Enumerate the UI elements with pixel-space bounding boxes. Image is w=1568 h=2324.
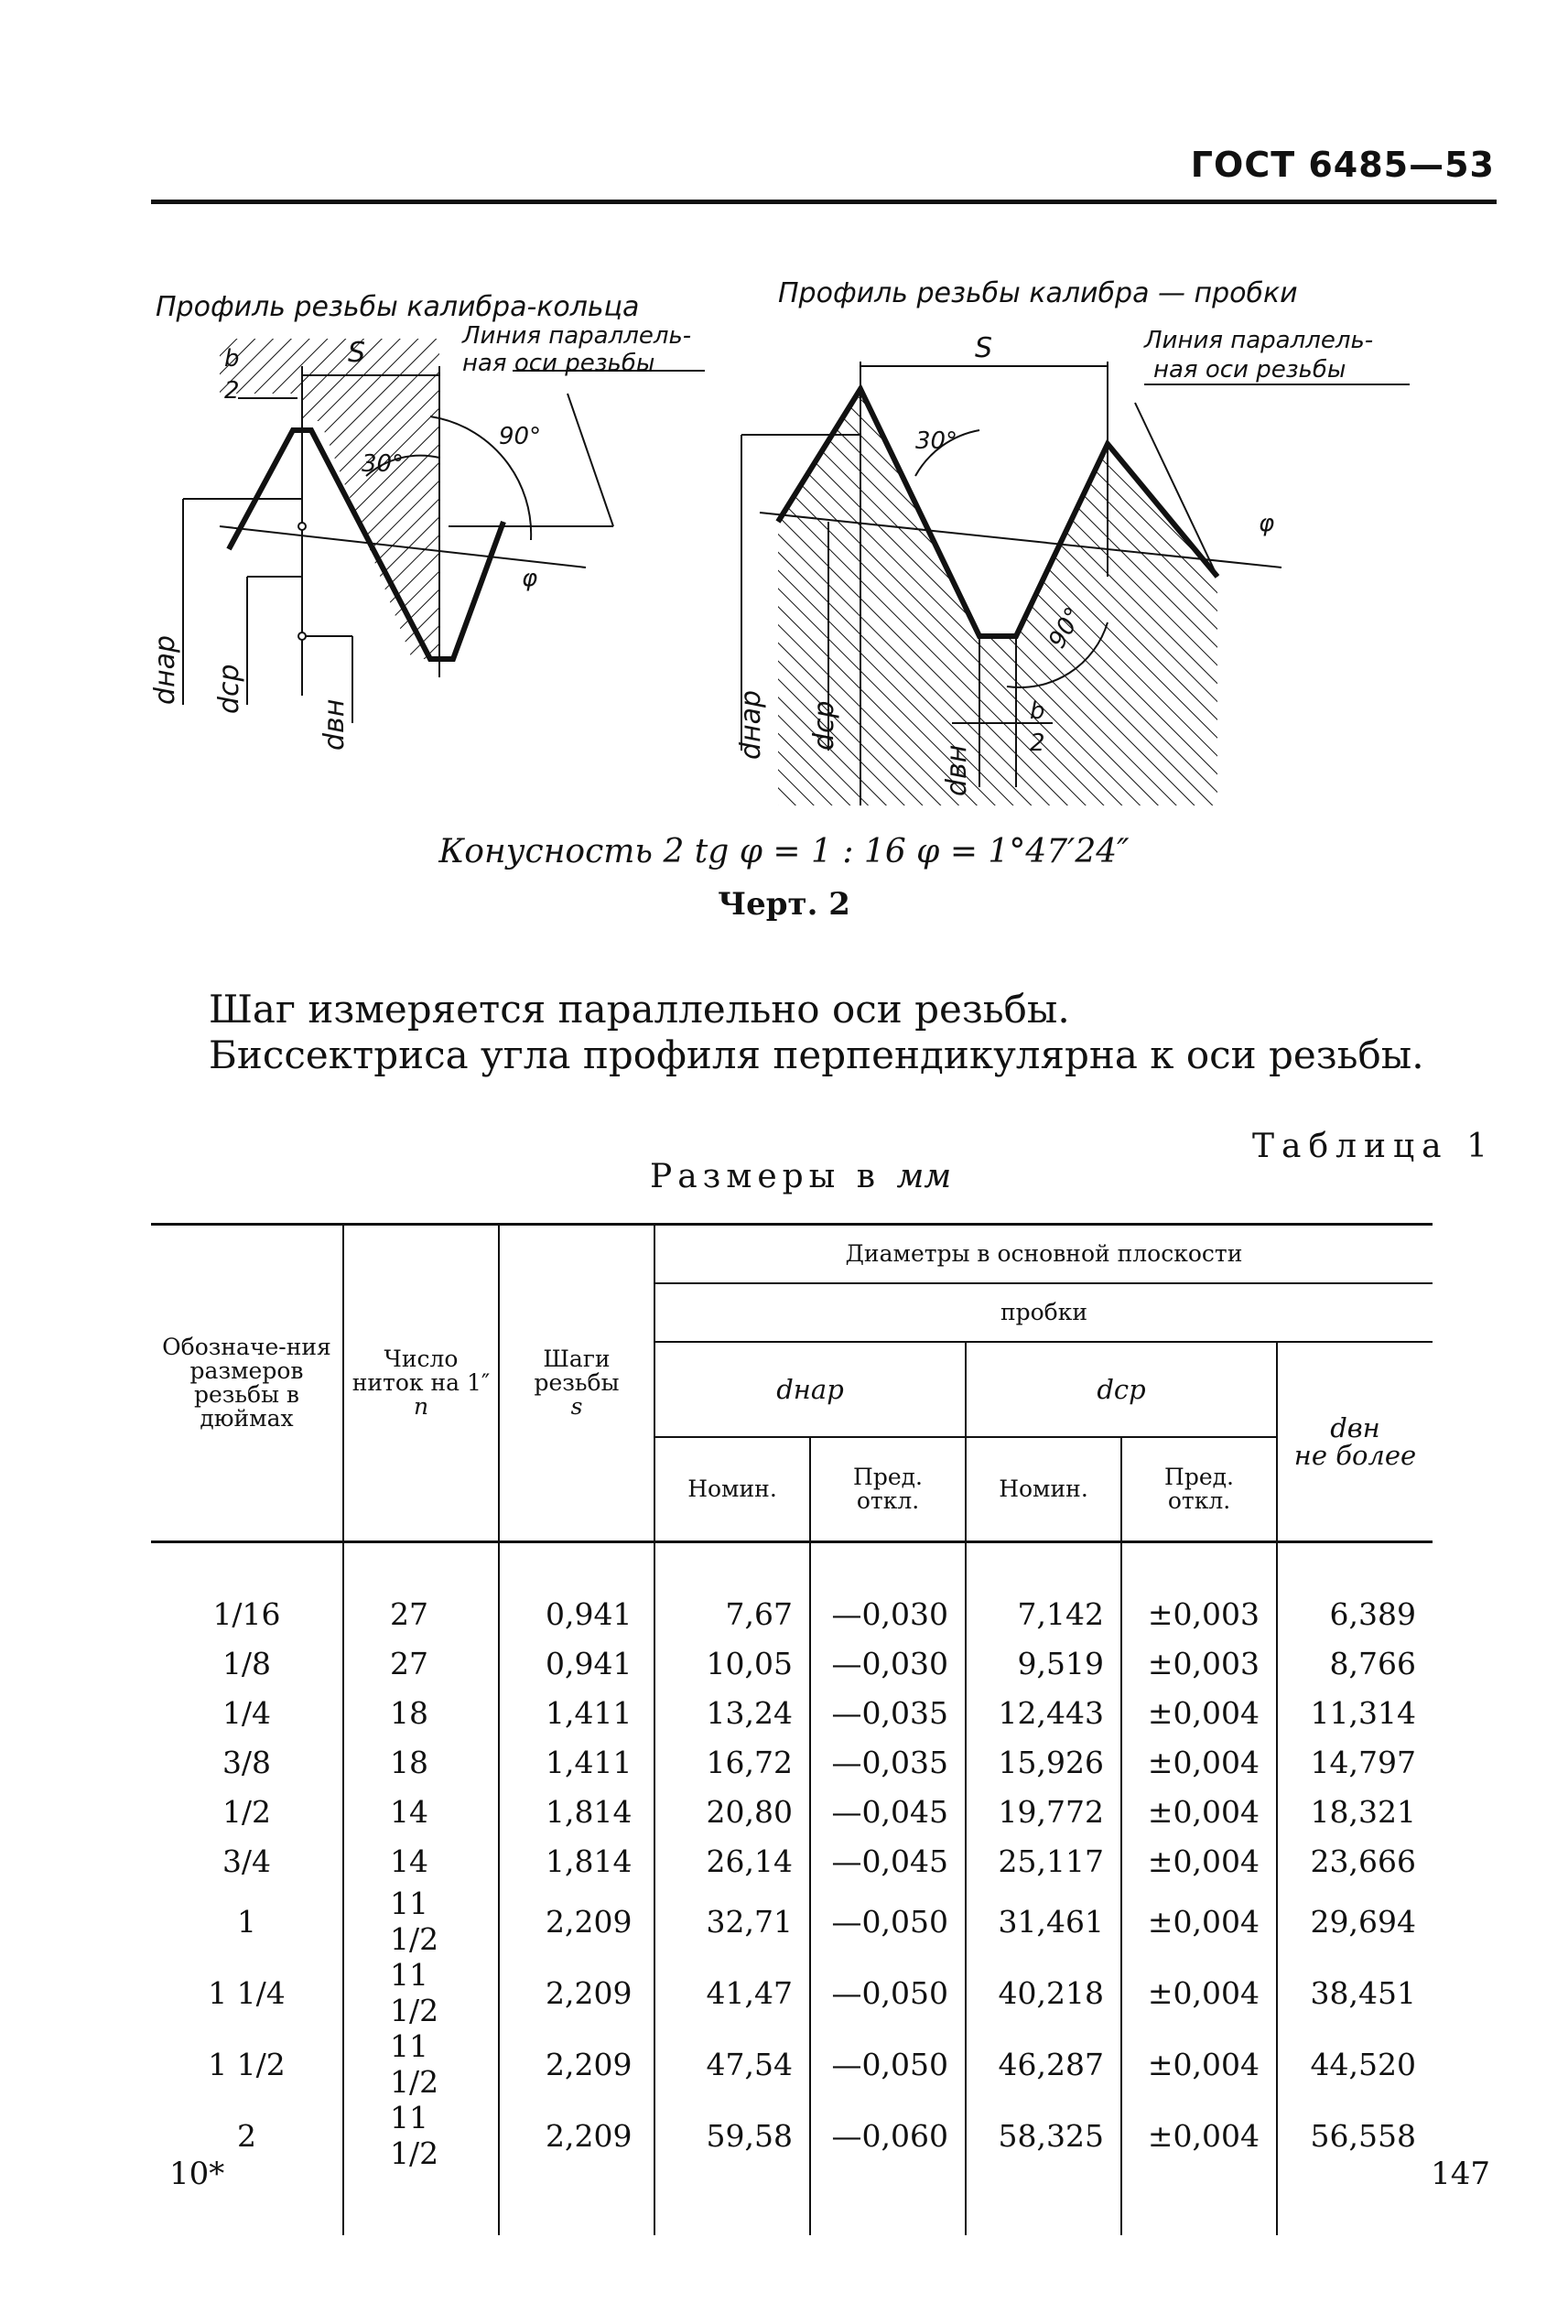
table-cell: 15,926	[966, 1737, 1121, 1787]
plug-axis-label-2: ная оси резьбы	[1153, 356, 1346, 384]
table-cell: —0,030	[810, 1589, 966, 1638]
header-threads: Число ниток на 1″ n	[343, 1225, 499, 1542]
table-cell: 47,54	[654, 2028, 810, 2100]
table-cell: —0,045	[810, 1836, 966, 1886]
plug-axis-label-1: Линия параллель-	[1144, 327, 1374, 354]
table-cell: 1,814	[499, 1787, 654, 1836]
footer-signature-mark: 10*	[169, 2156, 225, 2192]
table-cell: ±0,004	[1121, 1737, 1277, 1787]
header-plugs: пробки	[654, 1283, 1433, 1342]
table-cell: 13,24	[654, 1688, 810, 1737]
table-cell: —0,050	[810, 1886, 966, 1957]
table-body	[151, 1542, 1433, 2236]
header-d-nar: dнар	[654, 1342, 966, 1437]
table-cell: 9,519	[966, 1638, 1121, 1688]
table-cell: 40,218	[966, 1957, 1121, 2028]
table-cell: —0,050	[810, 2028, 966, 2100]
thread-profile-svg	[137, 275, 1446, 824]
paragraph-pitch: Шаг измеряется параллельно оси резьбы.	[209, 987, 1070, 1032]
table-cell: 20,80	[654, 1787, 810, 1836]
plug-angle-30: 30°	[915, 427, 958, 455]
table-cell: 32,71	[654, 1886, 810, 1957]
table-cell: 8,766	[1277, 1638, 1433, 1688]
table-cell: 56,558	[1277, 2100, 1433, 2171]
units-unit: мм	[896, 1158, 952, 1195]
table-row	[151, 1836, 1433, 1886]
table-cell: 1,411	[499, 1688, 654, 1737]
table-units	[650, 1158, 951, 1195]
table-cell: 1	[237, 1903, 256, 1940]
header-nominal: Номин.	[966, 1437, 1121, 1542]
ring-d-sr: dср	[213, 664, 245, 714]
header-d-sr: dср	[966, 1342, 1277, 1437]
plug-d-vn: dвн	[941, 744, 973, 796]
table-cell: ±0,004	[1121, 2028, 1277, 2100]
table-cell: 0,941	[499, 1638, 654, 1688]
table-row	[151, 2100, 1433, 2171]
table-cell: 14	[343, 1787, 499, 1836]
table-row	[151, 2028, 1433, 2100]
thread-profile-drawing	[137, 275, 1446, 824]
table-cell: 27	[343, 1589, 499, 1638]
ring-d-vn: dвн	[319, 698, 351, 751]
table-cell: 1/2	[222, 1793, 272, 1830]
ring-half-b-num: b	[224, 345, 240, 373]
table-cell: —0,050	[810, 1957, 966, 2028]
table-cell: ±0,004	[1121, 1886, 1277, 1957]
header-diameters: Диаметры в основной плоскости	[654, 1225, 1433, 1284]
table-cell: 25,117	[966, 1836, 1121, 1886]
table-row	[151, 1737, 1433, 1787]
header-nominal: Номин.	[654, 1437, 810, 1542]
plug-pitch-label: S	[975, 332, 993, 364]
table-title: Таблица 1	[1252, 1128, 1495, 1165]
table-cell: 6,389	[1277, 1589, 1433, 1638]
ring-angle-90: 90°	[499, 423, 542, 450]
table-row	[151, 1787, 1433, 1836]
ring-phi: φ	[522, 565, 538, 592]
table-cell: ±0,004	[1121, 2100, 1277, 2171]
table-cell: 1 1/4	[208, 1974, 286, 2011]
units-prefix: Размеры в	[650, 1158, 897, 1195]
table-cell: 23,666	[1277, 1836, 1433, 1886]
table-cell: 7,67	[654, 1589, 810, 1638]
table-cell: —0,045	[810, 1787, 966, 1836]
table-cell: ±0,004	[1121, 1787, 1277, 1836]
ring-axis-label-2: ная оси резьбы	[462, 350, 655, 377]
table-cell: 12,443	[966, 1688, 1121, 1737]
table-cell: 1/4	[222, 1694, 272, 1731]
table-cell: 11 1/2	[343, 2028, 499, 2100]
table-cell: ±0,003	[1121, 1589, 1277, 1638]
figure-label: Черт. 2	[718, 886, 850, 923]
table-cell: ±0,004	[1121, 1688, 1277, 1737]
header-designation: Обозначе-ния размеров резьбы в дюймах	[151, 1225, 343, 1542]
table-cell: 31,461	[966, 1886, 1121, 1957]
table-cell: 0,941	[499, 1589, 654, 1638]
table-cell: —0,035	[810, 1688, 966, 1737]
table-cell: 2,209	[499, 1957, 654, 2028]
ring-gauge-title: Профиль резьбы калибра-кольца	[156, 291, 640, 323]
plug-gauge-title: Профиль резьбы калибра — пробки	[778, 277, 1298, 309]
table-cell: 2,209	[499, 1886, 654, 1957]
paragraph-bisector: Биссектриса угла профиля перпендикулярна к оси резьбы.	[209, 1032, 1424, 1077]
table-cell: 11 1/2	[343, 1886, 499, 1957]
page-number: 147	[1431, 2156, 1490, 2192]
table-cell: 14	[343, 1836, 499, 1886]
table-cell: 59,58	[654, 2100, 810, 2171]
table-cell: 1,814	[499, 1836, 654, 1886]
table-cell: 38,451	[1277, 1957, 1433, 2028]
plug-d-sr: dср	[808, 700, 840, 751]
table-cell: 41,47	[654, 1957, 810, 2028]
table-cell: 1 1/2	[208, 2046, 286, 2082]
ring-gauge-profile	[149, 291, 705, 751]
table-cell: 1,411	[499, 1737, 654, 1787]
table-row	[151, 1589, 1433, 1638]
plug-d-nar: dнар	[735, 689, 767, 760]
table-cell: 1/16	[212, 1595, 281, 1632]
dimensions-table	[151, 1223, 1433, 2235]
table-row	[151, 1886, 1433, 1957]
ring-d-nar: dнар	[149, 634, 181, 705]
table-cell: —0,060	[810, 2100, 966, 2171]
table-cell: 2,209	[499, 2028, 654, 2100]
table-cell: 3/4	[222, 1843, 272, 1879]
table-cell: 26,14	[654, 1836, 810, 1886]
ring-half-b-den: 2	[224, 377, 240, 405]
header-deviation: Пред. откл.	[1121, 1437, 1277, 1542]
table-cell: 18	[343, 1688, 499, 1737]
table-cell: —0,035	[810, 1737, 966, 1787]
plug-phi: φ	[1259, 510, 1275, 537]
header-d-vn: dвн не более	[1277, 1342, 1433, 1542]
plug-half-b-num: b	[1030, 697, 1045, 725]
ring-angle-30: 30°	[362, 450, 405, 478]
table-cell: 19,772	[966, 1787, 1121, 1836]
ring-pitch-label: S	[348, 337, 366, 369]
table-cell: 11 1/2	[343, 1957, 499, 2028]
table-cell: 1/8	[222, 1645, 272, 1681]
table-cell: 58,325	[966, 2100, 1121, 2171]
standard-number: ГОСТ 6485—53	[1190, 145, 1495, 185]
table-cell: 29,694	[1277, 1886, 1433, 1957]
table-cell: 18	[343, 1737, 499, 1787]
table-cell: 7,142	[966, 1589, 1121, 1638]
table-cell: 11 1/2	[343, 2100, 499, 2171]
table-cell: 16,72	[654, 1737, 810, 1787]
table-row	[151, 1957, 1433, 2028]
plug-gauge-profile	[735, 277, 1410, 805]
ring-axis-label-1: Линия параллель-	[462, 322, 692, 350]
table-cell: 14,797	[1277, 1737, 1433, 1787]
table-cell: 44,520	[1277, 2028, 1433, 2100]
table-cell: 46,287	[966, 2028, 1121, 2100]
plug-half-b-den: 2	[1030, 730, 1045, 757]
table-row	[151, 1688, 1433, 1737]
table-cell: 11,314	[1277, 1688, 1433, 1737]
table-row	[151, 1638, 1433, 1688]
header-rule	[151, 200, 1497, 204]
table-cell: ±0,004	[1121, 1836, 1277, 1886]
table-cell: 10,05	[654, 1638, 810, 1688]
plug-angle-90: 90°	[1044, 602, 1089, 654]
table-cell: 3/8	[222, 1744, 272, 1780]
table-cell: 2	[237, 2117, 256, 2154]
header-pitch: Шаги резьбы s	[499, 1225, 654, 1542]
table-cell: ±0,004	[1121, 1957, 1277, 2028]
taper-caption: Конусность 2 tg φ = 1 : 16 φ = 1°47′24″	[438, 833, 1130, 870]
table-cell: 18,321	[1277, 1787, 1433, 1836]
table-cell: 27	[343, 1638, 499, 1688]
table-cell: 2,209	[499, 2100, 654, 2171]
table-cell: —0,030	[810, 1638, 966, 1688]
header-deviation: Пред. откл.	[810, 1437, 966, 1542]
table-cell: ±0,003	[1121, 1638, 1277, 1688]
